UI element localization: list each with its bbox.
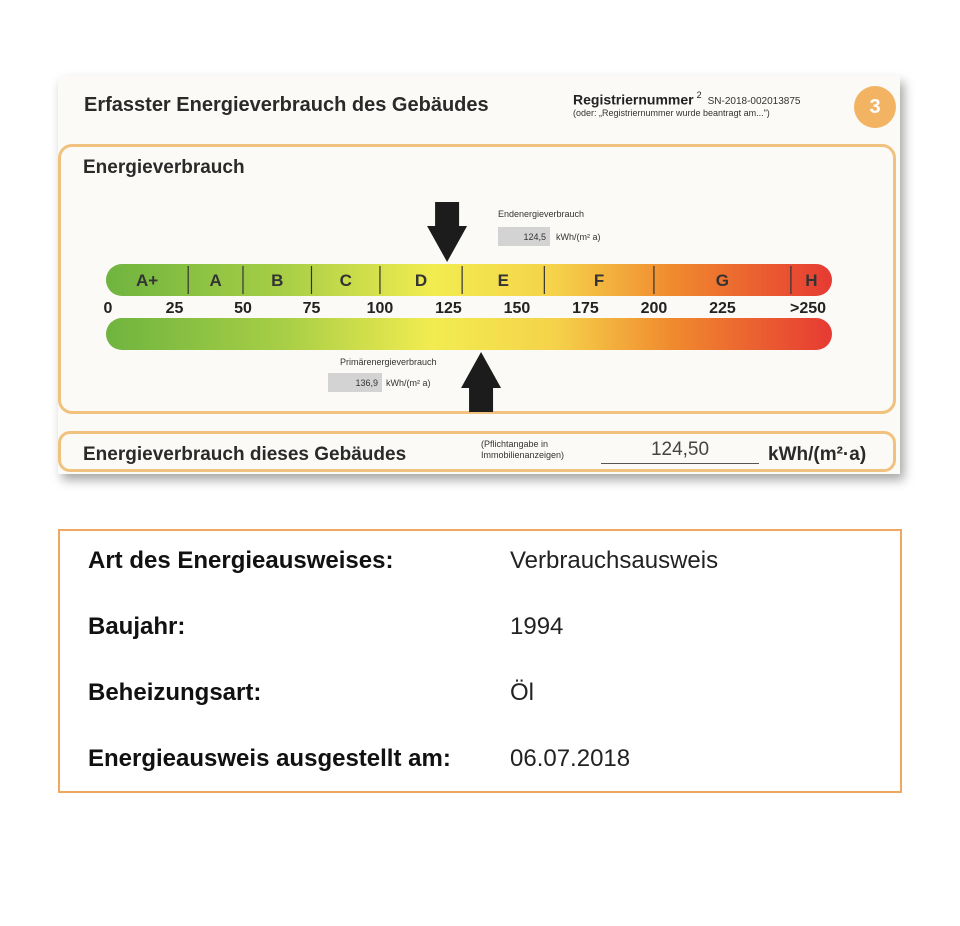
energy-certificate-card [58,76,900,474]
registration-note: (oder: „Registriernummer wurde beantragt am...") [573,107,770,118]
info-value: Öl [510,679,534,706]
end-energy-arrow [427,202,467,262]
mandatory-note [481,439,564,461]
tick-label: 100 [366,300,394,317]
end-energy-label: Endenergieverbrauch [498,209,585,219]
class-label: E [497,271,509,290]
building-consumption-label: Energieverbrauch dieses Gebäudes [83,444,407,465]
class-label: D [414,271,428,290]
class-label: G [715,271,730,290]
registration-footnote: 2 [696,90,702,100]
info-row [88,613,563,641]
primary-energy-unit: kWh/(m² a) [386,378,431,388]
panel-title: Energieverbrauch [83,157,245,178]
class-label: A [209,271,222,290]
building-consumption-bar [58,431,896,472]
end-energy-unit: kWh/(m² a) [556,232,601,242]
class-label: F [593,271,605,290]
primary-energy-arrow [461,352,501,412]
tick-label: 225 [709,300,736,317]
class-label: H [805,271,818,290]
mandatory-note-line1: (Pflichtangabe in [481,439,549,449]
registration-label: Registriernummer [573,91,694,108]
info-label: Art des Energieausweises: [88,547,394,574]
info-value: 06.07.2018 [510,745,631,772]
building-consumption-value: 124,50 [601,439,759,464]
primary-energy-label: Primärenergieverbrauch [340,357,437,367]
info-row [88,547,718,575]
certificate-title: Erfasster Energieverbrauch des Gebäudes [84,94,489,116]
lower-scale-bar [106,318,832,350]
primary-energy-value: 136,9 [328,373,382,392]
class-label: A+ [135,271,159,290]
tick-label: 25 [165,300,184,317]
class-label: B [271,271,284,290]
info-label: Energieausweis ausgestellt am: [88,745,451,772]
property-info-box [58,529,902,793]
tick-label: 175 [572,300,599,317]
energy-scale [58,76,900,474]
tick-label: 200 [640,300,668,317]
page-number-badge: 3 [854,86,896,128]
info-value: Verbrauchsausweis [510,547,719,574]
tick-label: 150 [503,300,531,317]
tick-label: 75 [302,300,321,317]
tick-label: 125 [435,300,462,317]
end-energy-value: 124,5 [498,227,550,246]
info-row [88,745,630,773]
info-label: Baujahr: [88,613,186,640]
building-consumption-unit: kWh/(m²·a) [768,444,867,465]
info-value: 1994 [510,613,564,640]
info-label: Beheizungsart: [88,679,262,706]
registration-number: SN-2018-002013875 [707,96,801,108]
mandatory-note-line2: Immobilienanzeigen) [481,449,565,460]
tick-label: >250 [789,300,827,317]
tick-label: 50 [234,300,252,317]
class-label: C [339,271,352,290]
tick-label: 0 [103,300,113,317]
info-row [88,679,534,707]
